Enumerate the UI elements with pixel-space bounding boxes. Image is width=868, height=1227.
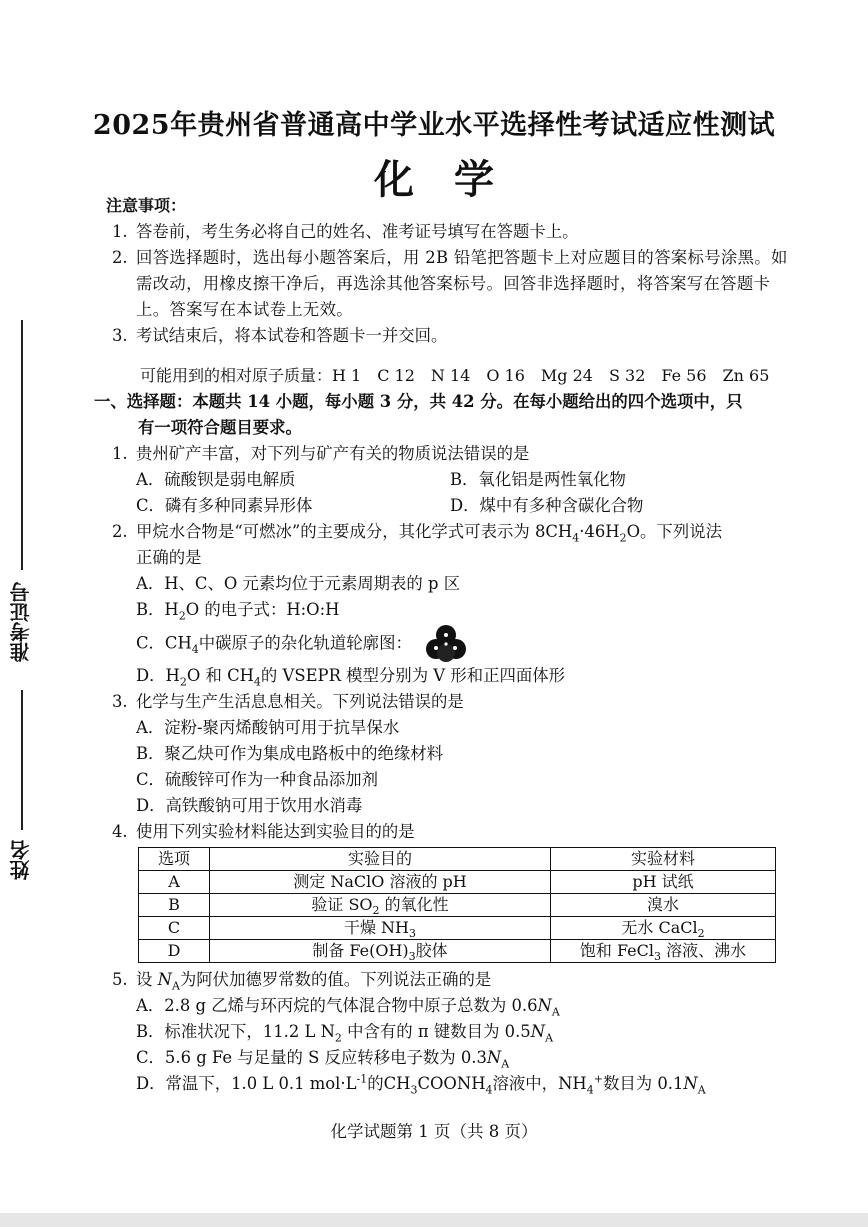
table-row: B 验证 $SO_2$ 的氧化性 溴水 xyxy=(139,894,776,917)
binding-margin xyxy=(4,320,40,900)
exam-title: 2025年贵州省普通高中学业水平选择性考试适应性测试 xyxy=(92,110,776,141)
question-stem-continued: 正确的是 xyxy=(136,548,202,567)
option-c: C．$CH_4$中碳原子的杂化轨道轮廓图： xyxy=(136,623,788,663)
option-c: C．硫酸锌可作为一种食品添加剂 xyxy=(136,770,379,789)
experiment-table xyxy=(138,847,776,963)
option-a: A．2.8 g 乙烯与环丙烷的气体混合物中原子总数为 $0.6N_A$ xyxy=(136,996,560,1019)
question-3: 3. 化学与生产生活息息相关。下列说法错误的是 A．淀粉-聚丙烯酸钠可用于抗旱保水 B．聚乙炔可作为集成电路板中的绝缘材料 C．硫酸锌可作为一种食品添加剂 D．高铁酸钠可用于饮用水消毒 xyxy=(108,689,788,819)
table-row: C 干燥 $NH_3$ 无水 CaCl$_2$ xyxy=(139,917,776,940)
question-2: 2. 甲烷水合物是“可燃冰”的主要成分，其化学式可表示为 $8CH_4\cdot 46H_2O$。下列说法 正确的是 A．H、C、O 元素均位于元素周期表的 p 区 B．$H_2O$ 的电子式：H:O:H C．$CH_4$中碳原子的杂化轨道轮廓图： D．$H_2O$ 和 $CH_4$的 VSEPR 模型分别为 V 形和正四面体形 xyxy=(108,519,788,689)
page-footer: 化学试题第 1 页（共 8 页） xyxy=(330,1122,538,1141)
option-a: A．淀粉-聚丙烯酸钠可用于抗旱保水 xyxy=(136,718,400,737)
ticket-number-label: 准考证号 xyxy=(9,582,33,662)
section-heading: 一、选择题：本题共 14 小题，每小题 3 分，共 42 分。在每小题给出的四个选项中，只 有一项符合题目要求。 xyxy=(94,392,743,437)
option-d: D．高铁酸钠可用于饮用水消毒 xyxy=(136,796,363,815)
option-c: C．磷有多种同素异形体 xyxy=(136,496,313,515)
option-c: C．5.6 g Fe 与足量的 S 反应转移电子数为 $0.3N_A$ xyxy=(136,1048,510,1071)
option-a: A．H、C、O 元素均位于元素周期表的 p 区 xyxy=(136,574,461,593)
atomic-masses: 可能用到的相对原子质量：H 1 C 12 N 14 O 16 Mg 24 S 32 Fe 56 Zn 65 xyxy=(140,366,770,385)
notice-item: 2. 回答选择题时，选出每小题答案后，用 2B 铅笔把答题卡上对应题目的答案标号涂黑。如需改动，用橡皮擦干净后，再选涂其他答案标号。回答非选择题时，将答案写在答题卡上。答案写在本试卷上无效。 xyxy=(112,248,788,319)
option-d: D．煤中有多种含碳化合物 xyxy=(450,496,644,515)
option-b: B．标准状况下，11.2 L $N_2$ 中含有的 π 键数目为 $0.5N_A$ xyxy=(136,1022,554,1045)
notice-item: 3. 考试结束后，将本试卷和答题卡一并交回。 xyxy=(112,326,448,345)
question-4: 4. 使用下列实验材料能达到实验目的的是 选项 实验目的 实验材料 A 测定 NaClO 溶液的 pH pH 试纸 B 验证 $SO_2$ 的氧化性 溴水 C 干燥 $NH_3$ 无水 CaCl$_2$ D 制备 $Fe(OH)_3$胶体 饱和 FeCl$_3$ 溶液、沸水 xyxy=(108,819,788,963)
table-header-row: 选项 实验目的 实验材料 xyxy=(139,848,776,871)
margin-line xyxy=(21,320,23,570)
option-b: B．氧化铝是两性氧化物 xyxy=(450,470,626,489)
notice-heading: 注意事项： xyxy=(106,196,187,215)
name-label: 姓名 xyxy=(9,840,33,880)
option-b: B．$H_2O$ 的电子式：H:O:H xyxy=(136,600,340,623)
hybrid-orbital-diagram xyxy=(423,623,469,665)
option-d: D．常温下，1.0 L 0.1 $mol\cdot L^{-1}$的$CH_3COONH_4$溶液中，$NH_4^+$数目为 $0.1N_A$ xyxy=(136,1072,706,1097)
option-a: A．硫酸钡是弱电解质 xyxy=(136,470,296,489)
notice-item: 1. 答卷前，考生务必将自己的姓名、准考证号填写在答题卡上。 xyxy=(112,222,579,241)
subject-title: 化学 xyxy=(374,157,534,203)
scan-edge xyxy=(0,1213,868,1227)
table-row: A 测定 NaClO 溶液的 pH pH 试纸 xyxy=(139,871,776,894)
option-b: B．聚乙炔可作为集成电路板中的绝缘材料 xyxy=(136,744,444,763)
exam-body xyxy=(94,193,788,1097)
question-1: 1. 贵州矿产丰富，对下列与矿产有关的物质说法错误的是 A．硫酸钡是弱电解质 B．氧化铝是两性氧化物 C．磷有多种同素异形体 D．煤中有多种含碳化合物 xyxy=(108,441,788,519)
option-d: D．$H_2O$ 和 $CH_4$的 VSEPR 模型分别为 V 形和正四面体形 xyxy=(136,666,566,689)
question-5: 5. 设 $N_A$为阿伏加德罗常数的值。下列说法正确的是 A．2.8 g 乙烯与环丙烷的气体混合物中原子总数为 $0.6N_A$ B．标准状况下，11.2 L $N_2$ 中含有的 π 键数目为 $0.5N_A$ C．5.6 g Fe 与足量的 S 反应转移电子数为 $0.3N_A$ D．常温下，1.0 L 0.1 $mol\cdot L^{-1}$的$CH_3COONH_4$溶液中，$NH_4^+$数目为 $0.1N_A$ xyxy=(108,967,788,1097)
margin-line xyxy=(21,690,23,830)
table-row: D 制备 $Fe(OH)_3$胶体 饱和 FeCl$_3$ 溶液、沸水 xyxy=(139,940,776,963)
